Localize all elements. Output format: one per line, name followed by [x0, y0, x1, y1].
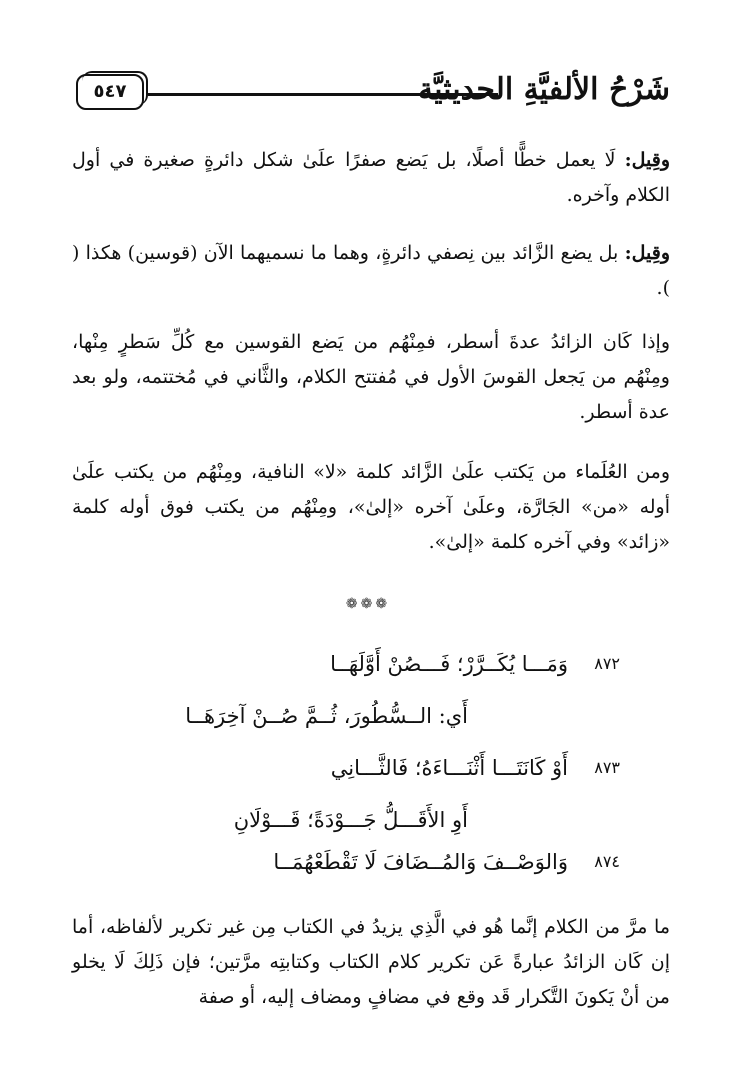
paragraph-3	[72, 325, 670, 430]
page-number: ٥٤٧	[76, 74, 144, 110]
verse-first-hemistich: وَمَـــا يُكَــرَّرْ؛ فَـــصُنْ أَوَّلَهَــا	[330, 652, 568, 676]
verse-first-hemistich: وَالوَصْــفَ وَالمُــضَافَ لَا تَقْطَعْهُمَــا	[273, 850, 568, 874]
paragraph-text: بل يضع الزَّائد بين نِصفي دائرةٍ، وهما ما نسميهما الآن (قوسين) هكذا ( ).	[72, 242, 670, 299]
page-header	[76, 60, 670, 124]
paragraph-4	[72, 455, 670, 560]
paragraph-2	[72, 236, 670, 306]
verse-second-hemistich: أَوِ الأَقَـــلُّ جَـــوْدَةً؛ قَـــوْلَانِ	[233, 808, 468, 832]
paragraph-text: ما مرَّ من الكلام إنَّما هُو في الَّذِي يزيدُ في الكتاب مِن غير تكرير لألفاظه، أما إن كَان الزائدُ عبارةً عَن تكرير كلام الكتاب وكتابتِه مرَّتين؛ فإن ذَلِكَ لَا يخلو من أنْ يَكونَ التَّكرار قَد وقع في مضافٍ ومضاف إليه، أو صفة	[72, 916, 670, 1008]
paragraph-text: لَا يعمل خطًّا أصلًا، بل يَضع صفرًا علَىٰ شكل دائرةٍ صغيرة في أول الكلام وآخره.	[72, 149, 670, 206]
running-title: شَرْحُ الألفيَّةِ الحديثيَّة	[418, 72, 670, 107]
paragraph-text: ومن العُلَماء من يَكتب علَىٰ الزَّائد كلمة «لا» النافية، ومِنْهُم من يكتب علَىٰ أوله «من» الجَارَّة، وعلَىٰ آخره «إلىٰ»، ومِنْهُم من يكتب فوق أوله كلمة «زائد» وفي آخره كلمة «إلىٰ».	[72, 461, 670, 553]
paragraph-label: وقِيل:	[624, 242, 670, 264]
paragraph-label: وقِيل:	[624, 149, 670, 171]
paragraph-5	[72, 910, 670, 1015]
verse-second-hemistich: أَي: الــسُّطُورَ، ثُــمَّ صُــنْ آخِرَهَــا	[185, 704, 468, 728]
verse-first-hemistich: أَوْ كَانَتَـــا أَثْنَـــاءَهُ؛ فَالثَّـــانِي	[330, 756, 568, 780]
paragraph-1	[72, 143, 670, 213]
paragraph-text: وإذا كَان الزائدُ عدةَ أسطر، فمِنْهُم من يَضع القوسين مع كُلِّ سَطرٍ مِنْها، ومِنْهُم من يَجعل القوسَ الأول في مُفتتح الكلام، والثَّاني في مُختتمه، ولو بعد عدة أسطر.	[72, 331, 670, 423]
verse-number: ٨٧٢	[594, 654, 620, 673]
section-separator: ❁❁❁	[345, 596, 391, 612]
verse-number: ٨٧٣	[594, 758, 620, 777]
verse-number: ٨٧٤	[594, 852, 620, 871]
